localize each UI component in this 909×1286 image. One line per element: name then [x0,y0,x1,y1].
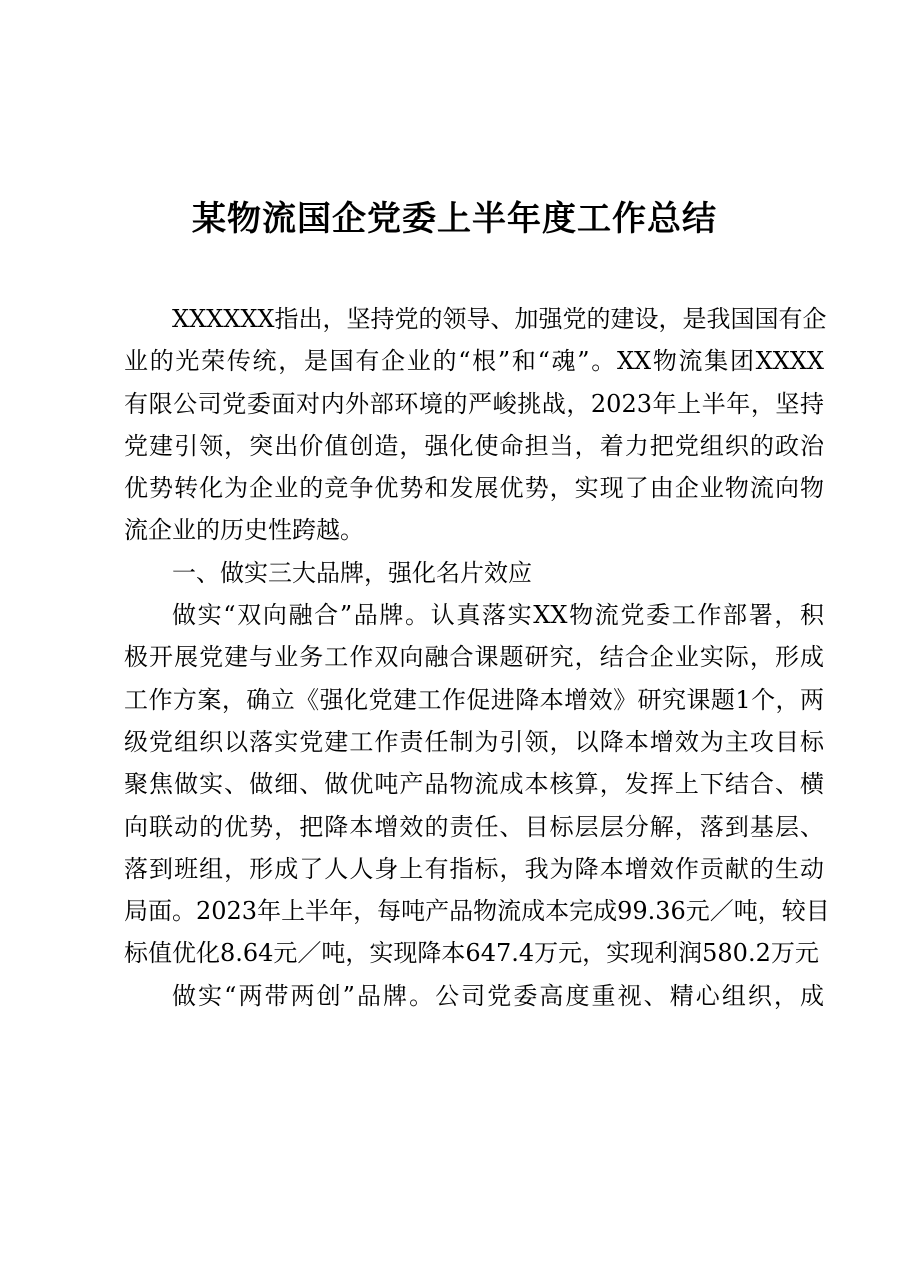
paragraph-line: 向联动的优势，把降本增效的责任、目标层层分解，落到基层、 [124,812,824,841]
paragraph-line: 工作方案，确立《强化党建工作促进降本增效》研究课题1个，两 [124,685,824,714]
paragraph-line: 有限公司党委面对内外部环境的严峻挑战，2023年上半年，坚持 [124,389,824,418]
paragraph-line: 聚焦做实、做细、做优吨产品物流成本核算，发挥上下结合、横 [124,770,824,799]
paragraph-line: 极开展党建与业务工作双向融合课题研究，结合企业实际，形成 [124,643,824,672]
paragraph-line: 标值优化8.64元／吨，实现降本647.4万元，实现利润580.2万元 [124,939,819,968]
document-body [124,298,830,1017]
paragraph-line: 优势转化为企业的竞争优势和发展优势，实现了由企业物流向物 [124,474,824,503]
section-heading: 一、做实三大品牌，强化名片效应 [172,558,532,587]
paragraph-line: 流企业的历史性跨越。 [124,516,364,545]
document-title: 某物流国企党委上半年度工作总结 [192,199,717,239]
paragraph-line: 做实“双向融合”品牌。认真落实XX物流党委工作部署，积 [172,601,824,630]
paragraph-line: 做实“两带两创”品牌。公司党委高度重视、精心组织，成 [172,981,824,1010]
paragraph-line: 落到班组，形成了人人身上有指标，我为降本增效作贡献的生动 [124,854,824,883]
paragraph-line: XXXXXX指出，坚持党的领导、加强党的建设，是我国国有企 [172,305,827,333]
paragraph-line: 局面。2023年上半年，每吨产品物流成本完成99.36元／吨，较目 [124,897,830,926]
paragraph-line: 级党组织以落实党建工作责任制为引领，以降本增效为主攻目标 [124,727,824,756]
paragraph-line: 党建引领，突出价值创造，强化使命担当，着力把党组织的政治 [124,431,824,460]
paragraph-line: 业的光荣传统，是国有企业的“根”和“魂”。XX物流集团XXXX [124,347,824,376]
